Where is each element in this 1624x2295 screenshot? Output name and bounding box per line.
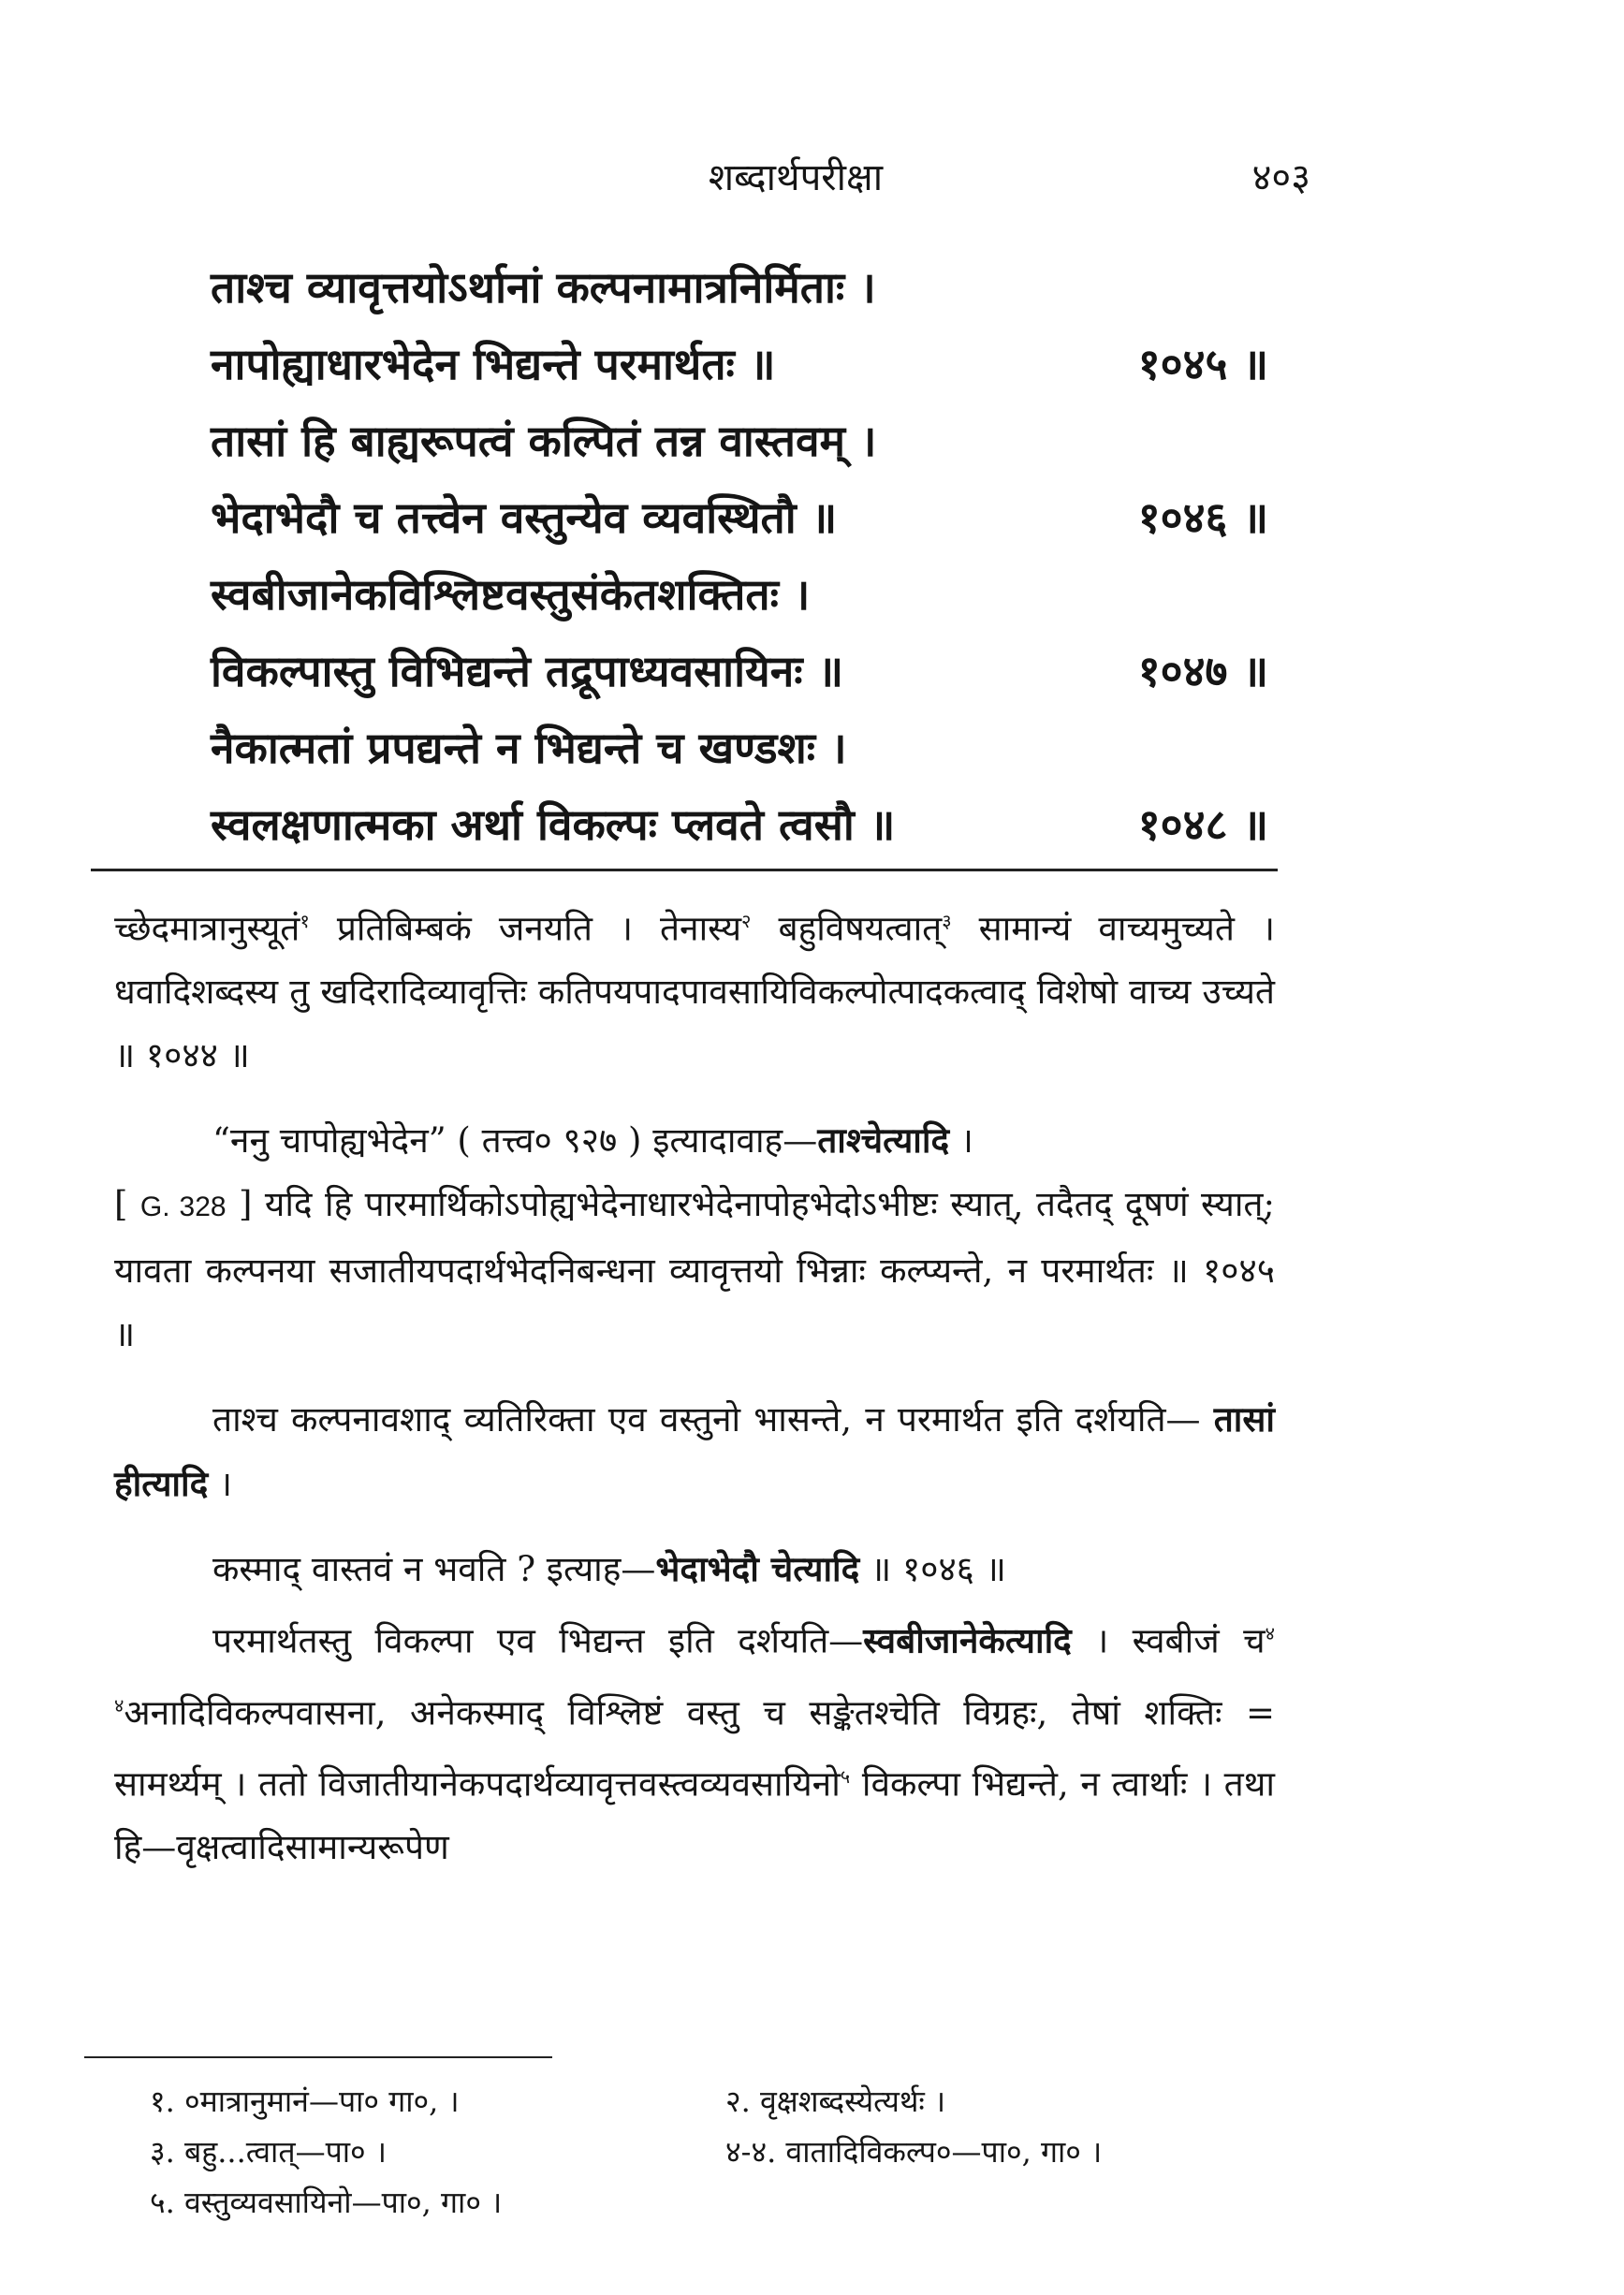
footnote: २. वृक्षशब्दस्येत्यर्थः । [725, 2083, 946, 2119]
footnote-marker: ४ [1265, 1622, 1275, 1645]
footnote: ५. वस्तुव्यवसायिनो—पा०, गा० । [150, 2185, 503, 2220]
footnote-marker: ३ [942, 910, 952, 932]
footnote-row [150, 2127, 1226, 2177]
footnote-row [150, 2076, 1226, 2127]
verse-number: १०४७ ॥ [1137, 646, 1268, 696]
commentary-text: सामान्यं वाच्यमुच्यते । धवादिशब्दस्य तु खदिरादिव्यावृत्तिः कतिपयपादपावसायिविकल्पोत्पादकत्वाद् विशेषो वाच्य उच्यते ॥ १०४४ ॥ [114, 908, 1275, 1076]
footnote-marker: ५ [840, 1764, 851, 1788]
lemma: भेदाभेदौ चेत्यादि [655, 1548, 860, 1590]
commentary-paragraph [114, 889, 1275, 1088]
verse-number: १०४५ ॥ [1137, 339, 1268, 389]
lemma: स्वबीजानेकेत्यादि [863, 1619, 1072, 1661]
verse-text: नैकात्मतां प्रपद्यन्ते न भिद्यन्ते च खण्डशः । [211, 723, 847, 773]
commentary-paragraph [114, 1108, 1275, 1173]
commentary-text: । [208, 1464, 233, 1505]
verse-line [211, 785, 1268, 862]
footnotes [150, 2076, 1226, 2228]
verse-line [211, 632, 1268, 709]
lemma: ताश्चेत्यादि [817, 1119, 950, 1162]
commentary-text: ॥ १०४६ ॥ [859, 1549, 1006, 1590]
verse-line [211, 478, 1268, 555]
commentary-text: “ननु चापोह्यभेदेन” ( तत्त्व० ९२७ ) इत्यादावाह— [212, 1120, 818, 1162]
verse-line [211, 248, 1268, 325]
commentary-text: प्रतिबिम्बकं जनयति । तेनास्य [309, 908, 742, 949]
footnote: ४-४. वातादिविकल्प०—पा०, गा० । [725, 2134, 1103, 2170]
commentary-paragraph [114, 1387, 1275, 1516]
verse-text: तासां हि बाह्यरूपत्वं कल्पितं तन्न वास्तवम् । [211, 416, 877, 466]
verse-text: विकल्पास्तु विभिद्यन्ते तद्रूपाध्यवसायिनः ॥ [211, 646, 844, 696]
running-title: शब्दार्थपरीक्षा [708, 156, 884, 199]
footnote-row [150, 2177, 1226, 2228]
section-divider [91, 869, 1278, 871]
footnote-marker: २ [741, 910, 752, 932]
commentary-paragraph [114, 1601, 1275, 1879]
verse-line [211, 709, 1268, 785]
verse-text: नापोह्याधारभेदेन भिद्यन्ते परमार्थतः ॥ [211, 339, 776, 389]
verse-text: ताश्च व्यावृत्तयोऽर्थानां कल्पनामात्रनिर्मिताः । [211, 262, 876, 313]
commentary-text: यदि हि पारमार्थिकोऽपोह्यभेदेनाधारभेदेनापोहभेदोऽभीष्टः स्यात्, तदैतद् दूषणं स्यात्; यावता कल्पनया सजातीयपदार्थभेदनिबन्धना व्यावृत्तयो भिन्नाः कल्प्यन्ते, न परमार्थतः ॥ १०४५ ॥ [114, 1184, 1275, 1355]
footnote: १. ०मात्रानुमानं—पा० गा०, । [150, 2083, 460, 2119]
commentary-text: । स्वबीजं च [1071, 1620, 1266, 1661]
verse-line [211, 402, 1268, 478]
commentary-text: ताश्च कल्पनावशाद् व्यतिरिक्ता एव वस्तुनो भासन्ते, न परमार्थत इति दर्शयति— [212, 1399, 1214, 1440]
page-header [94, 150, 1310, 206]
lemma: तासां हीत्यादि [114, 1398, 1275, 1505]
commentary-text: परमार्थतस्तु विकल्पा एव भिद्यन्त इति दर्शयति— [212, 1620, 864, 1661]
verse-text: स्वबीजानेकविश्लिष्टवस्तुसंकेतशक्तितः । [211, 569, 811, 620]
commentary-text: च्छेदमात्रानुस्यूतं [114, 908, 300, 949]
commentary-paragraph [114, 1537, 1275, 1601]
verse-text: भेदाभेदौ च तत्त्वेन वस्तुन्येव व्यवस्थितौ ॥ [211, 492, 838, 543]
page-siglum: G. 328 [139, 1191, 227, 1223]
footnote: ३. बहु...त्वात्—पा० । [150, 2134, 387, 2170]
footnote-marker: ४ [114, 1693, 124, 1717]
verse-line [211, 325, 1268, 402]
verse-number: १०४८ ॥ [1137, 799, 1268, 850]
commentary-text: अनादिविकल्पवासना, अनेकस्माद् विश्लिष्टं वस्तु च सङ्केतश्चेति विग्रहः, तेषां शक्तिः = सामर्थ्यम् । ततो विजातीयानेकपदार्थव्यावृत्तवस्त्वव्यवसायिनो [114, 1691, 1275, 1805]
footnote-marker: १ [300, 910, 310, 932]
commentary [114, 889, 1275, 1879]
verse-block [211, 248, 1268, 862]
commentary-text: बहुविषयत्वात् [751, 908, 943, 949]
verse-text: स्वलक्षणात्मका अर्था विकल्पः प्लवते त्वसौ ॥ [211, 799, 896, 850]
commentary-text: कस्माद् वास्तवं न भवति ? इत्याह— [212, 1549, 656, 1590]
verse-line [211, 555, 1268, 632]
footnote-divider [84, 2056, 552, 2058]
commentary-paragraph: [ G. 328 ] यदि हि पारमार्थिकोऽपोह्यभेदेनाधारभेदेनापोहभेदोऽभीष्टः स्यात्, तदैतद् दूषणं स्यात्; यावता कल्पनया सजातीयपदार्थभेदनिबन्धना व्यावृत्तयो भिन्नाः कल्प्यन्ते, न परमार्थतः ॥ १०४५ ॥ [114, 1184, 1275, 1355]
commentary-text: विकल्पा भिद्यन्ते, न त्वार्थाः । तथा हि—वृक्षत्वादिसामान्यरूपेण [114, 1763, 1275, 1868]
page-number: ४०३ [1251, 156, 1310, 199]
verse-number: १०४६ ॥ [1137, 492, 1268, 543]
commentary-text: । [949, 1120, 973, 1162]
